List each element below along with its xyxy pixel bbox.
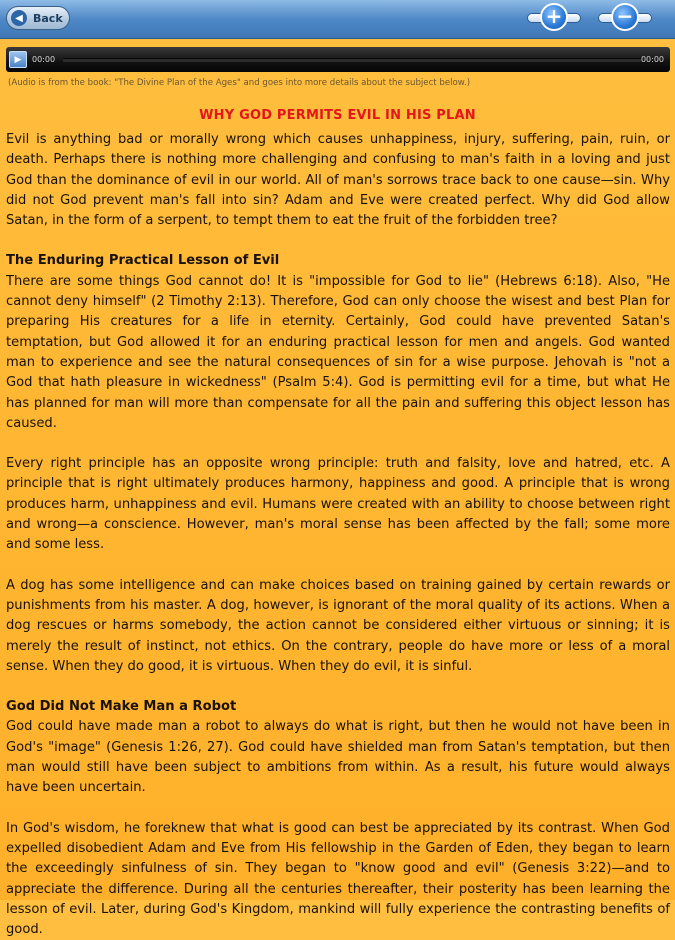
- minus-icon: −: [611, 3, 639, 31]
- top-toolbar: [0, 0, 675, 39]
- zoom-in-button[interactable]: [527, 3, 581, 33]
- back-button-label: Back: [33, 11, 63, 25]
- page-title: WHY GOD PERMITS EVIL IN HIS PLAN: [199, 108, 476, 123]
- zoom-out-button[interactable]: [598, 3, 652, 33]
- paragraph: God could have made man a robot to always do what is right, but then he would not have been in God's "image" (Genesis 1:26, 27). God could have shielded man from Satan's temptation, but then man would still have been subject to ambitions from within. As a result, his future would always have been uncertain.: [6, 719, 670, 796]
- paragraph: Every right principle has an opposite wrong principle: truth and falsity, love and hatred, etc. A principle that is right ultimately produces harmony, happiness and good. A principle that is wrong produces harm, unhappiness and evil. Humans were created with an ability to choose between right and wrong—a conscience. However, man's moral sense has been affected by the fall; some more and some less.: [6, 456, 670, 553]
- current-time: 00:00: [32, 55, 56, 64]
- article-body: [6, 130, 670, 940]
- section-heading: God Did Not Make Man a Robot: [6, 699, 237, 715]
- plus-icon: +: [540, 3, 568, 31]
- back-arrow-icon: ◀: [11, 10, 27, 26]
- play-button[interactable]: ▶: [9, 51, 27, 68]
- audio-player: [6, 47, 670, 72]
- back-button[interactable]: [6, 6, 70, 30]
- paragraph: A dog has some intelligence and can make choices based on training gained by certain rewards or punishments from his master. A dog, however, is ignorant of the moral quality of its actions. When a dog rescues or harms somebody, the action cannot be considered either virtuous or sinning; it is merely the result of instinct, not ethics. On the contrary, people do have more or less of a moral sense. When they do good, it is virtuous. When they do evil, it is sinful.: [6, 577, 670, 674]
- section-heading: The Enduring Practical Lesson of Evil: [6, 253, 280, 269]
- total-time: 00:00: [640, 55, 664, 64]
- audio-progress-track[interactable]: [63, 58, 641, 62]
- paragraph: There are some things God cannot do! It is "impossible for God to lie" (Hebrews 6:18). Also, "He cannot deny himself" (2 Timothy 2:13). Therefore, God can only choose the wisest and best Plan for preparing His creatures for a life in eternity. Certainly, God could have prevented Satan's temptation, but God allowed it for an enduring practical lesson for men and angels. God wanted man to experience and see the natural consequences of sin for a wise purpose. Jehovah is "not a God that hath pleasure in wickedness" (Psalm 5:4). God is permitting evil for a time, but what He has planned for man will more than compensate for all the pain and suffering this object lesson has caused.: [6, 273, 670, 431]
- intro-paragraph: Evil is anything bad or morally wrong which causes unhappiness, injury, suffering, pain, ruin, or death. Perhaps there is nothing more challenging and confusing to man's faith in a loving and just God than the dominance of evil in our world. All of man's sorrows trace back to one cause—sin. Why did not God prevent man's fall into sin? Adam and Eve were created perfect. Why did God allow Satan, in the form of a serpent, to tempt them to eat the fruit of the forbidden tree?: [6, 132, 670, 229]
- paragraph: In God's wisdom, he foreknew that what is good can best be appreciated by its contrast. When God expelled disobedient Adam and Eve from His fellowship in the Garden of Eden, they began to learn the exceedingly sinfulness of sin. They began to "know good and evil" (Genesis 3:22)—and to appreciate the difference. During all the centuries thereafter, their posterity has been learning the lesson of evil. Later, during God's Kingdom, mankind will fully experience the contrasting benefits of good.: [6, 820, 670, 938]
- audio-source-note: (Audio is from the book: "The Divine Plan of the Ages" and goes into more details about the subject below.): [8, 78, 471, 88]
